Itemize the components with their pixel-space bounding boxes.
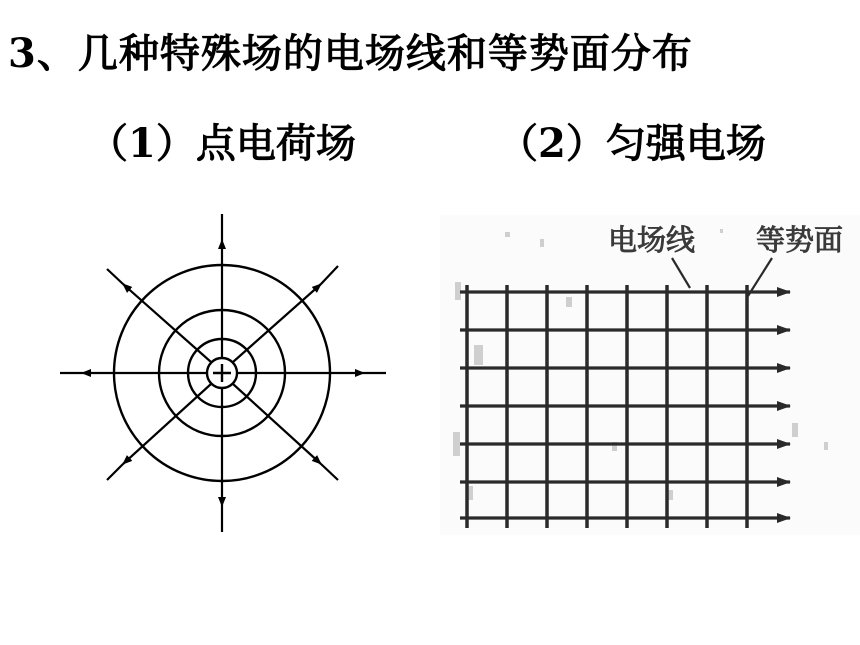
point-charge-caption: （1）点电荷场 (88, 120, 356, 167)
slide-title: 3、几种特殊场的电场线和等势面分布 (8, 30, 693, 77)
field-line-lower-left (123, 384, 211, 464)
uniform-field-caption: （2）匀强电场 (498, 120, 766, 167)
field-line-lower-right (233, 384, 321, 464)
field-line-label: 电场线 (608, 223, 696, 257)
field-line-upper-right (233, 284, 321, 362)
plus-sign-icon (213, 364, 231, 382)
field-line-upper-left (123, 284, 211, 362)
point-charge-diagram (60, 214, 386, 532)
uniform-field-diagram (440, 215, 860, 535)
equipotential-label: 等势面 (756, 223, 844, 257)
